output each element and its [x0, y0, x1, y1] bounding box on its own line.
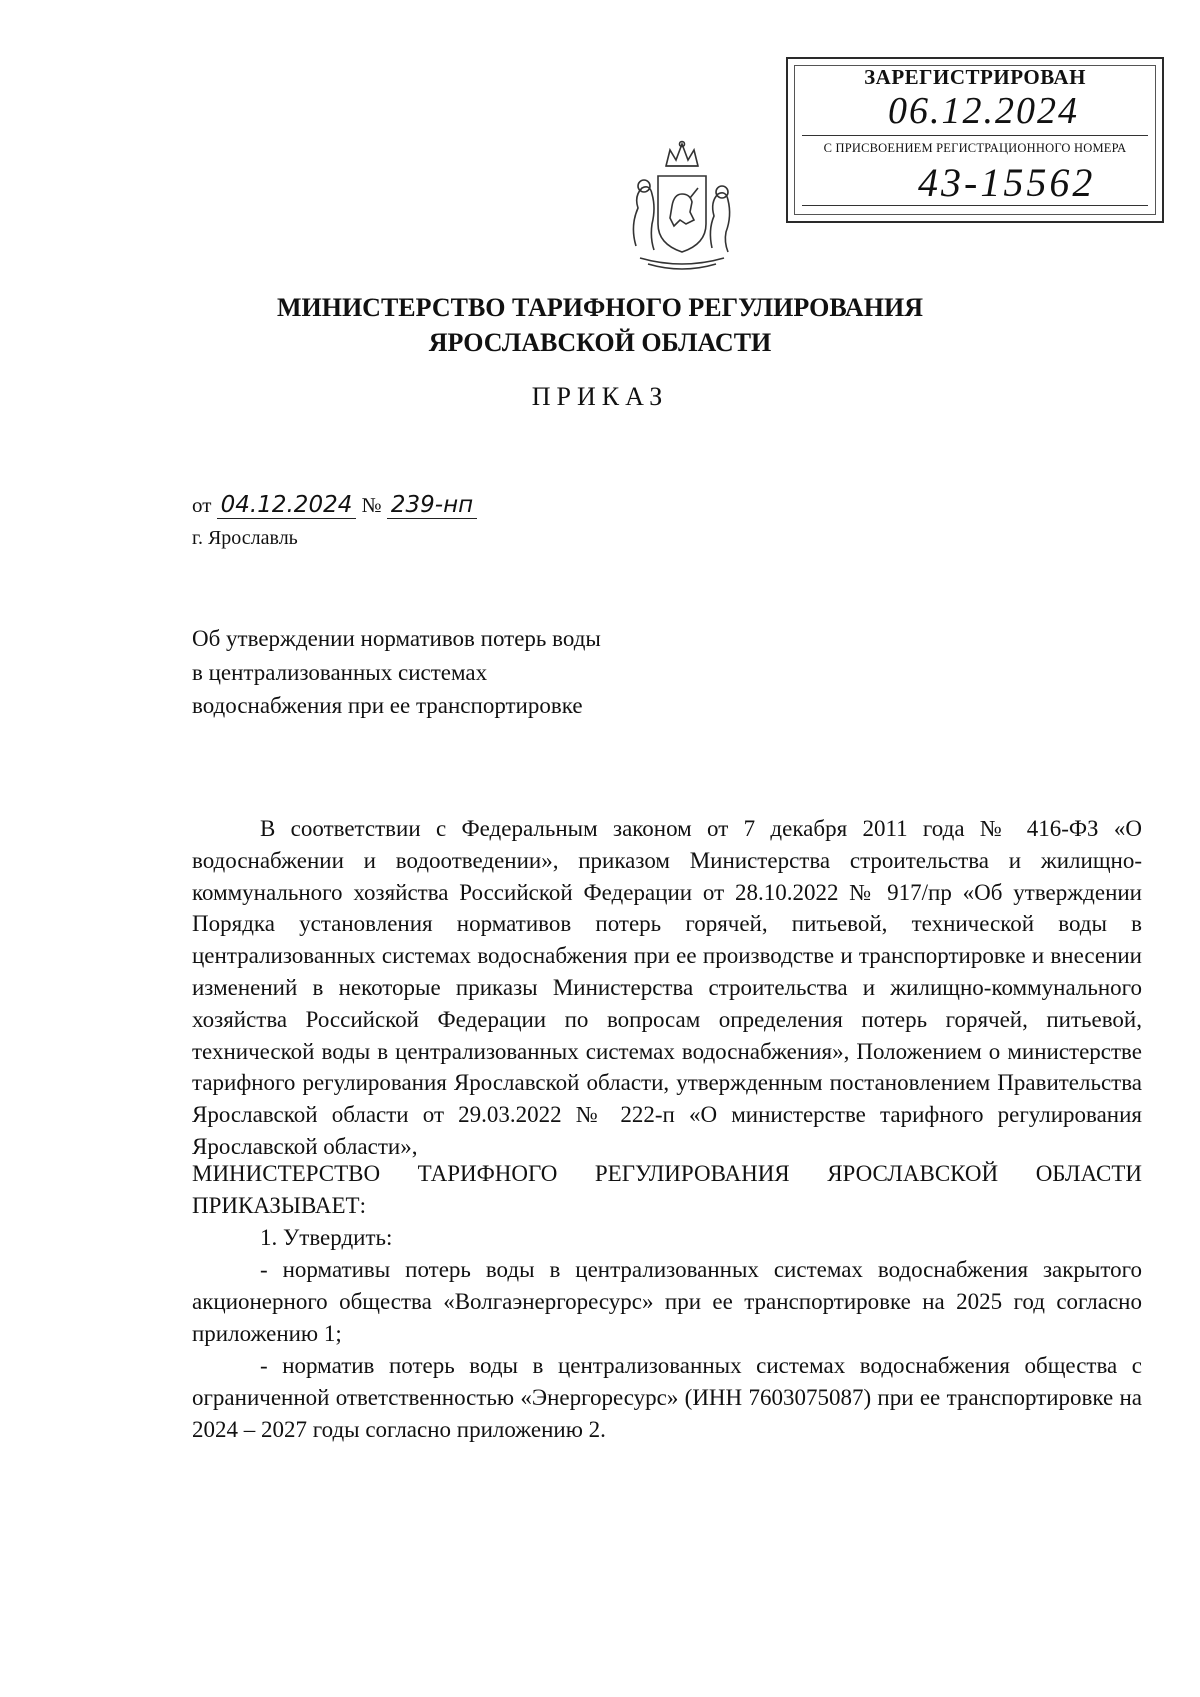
item-1-b — [192, 1350, 1142, 1445]
stamp-date: 06.12.2024 — [888, 90, 1079, 132]
order-subject: Об утверждении нормативов потерь воды в централизованных системах водоснабжения при ее транспортировке — [192, 626, 601, 718]
stamp-title: ЗАРЕГИСТРИРОВАН — [864, 65, 1086, 89]
stamp-subtitle: С ПРИСВОЕНИЕМ РЕГИСТРАЦИОННОГО НОМЕРА — [823, 141, 1127, 155]
item-1-a — [192, 1254, 1142, 1349]
item-1 — [192, 1222, 1142, 1254]
order-date-line — [192, 492, 477, 519]
item-1-a-text: - нормативы потерь воды в централизованных системах водоснабжения закрытого акционерного общества «Волгаэнергоресурс» при ее транспортировке на 2025 год согласно приложению 1; — [192, 1257, 1142, 1346]
order-date: 04.12.2024 — [217, 492, 357, 519]
registration-stamp — [786, 57, 1164, 223]
preamble-text: В соответствии с Федеральным законом от 7 декабря 2011 года № 416-ФЗ «О водоснабжении и водоотведении», приказом Министерства строительства и жилищно-коммунального хозяйства Российской Федерации от 28.10.2022 № 917/пр «Об утверждении Порядка установления нормативов потерь горячей, питьевой, технической воды в централизованных системах водоснабжения при ее производстве и транспортировке и внесении изменений в некоторые приказы Министерства строительства и жилищно-коммунального хозяйства Российской Федерации по вопросам определения потерь горячей, питьевой, технической воды в централизованных системах водоснабжения», Положением о министерстве тарифного регулирования Ярославской области, утвержденным постановлением Правительства Ярославской области от 29.03.2022 № 222-п «О министерстве тарифного регулирования Ярославской области», — [192, 816, 1142, 1159]
order-number: 239-нп — [387, 492, 477, 519]
ministry-title-line1: МИНИСТЕРСТВО ТАРИФНОГО РЕГУЛИРОВАНИЯ — [276, 293, 924, 322]
stamp-divider — [802, 135, 1148, 136]
ministry-title — [0, 290, 1200, 360]
coat-of-arms-emblem — [620, 136, 744, 276]
from-label: от — [192, 493, 212, 517]
preamble-paragraph — [192, 813, 1142, 1163]
item-1-text: 1. Утвердить: — [260, 1225, 393, 1250]
order-city: г. Ярославль — [192, 527, 298, 549]
stamp-registration-number: 43-15562 — [918, 160, 1096, 205]
ministry-title-line2: ЯРОСЛАВСКОЙ ОБЛАСТИ — [428, 328, 772, 357]
stamp-divider — [802, 205, 1148, 206]
document-type: ПРИКАЗ — [531, 382, 669, 411]
item-1-b-text: - норматив потерь воды в централизованных системах водоснабжения общества с ограниченной ответственностью «Энергоресурс» (ИНН 7603075087) при ее транспортировке на 2024 – 2027 годы согласно приложению 2. — [192, 1353, 1142, 1442]
number-label: № — [361, 493, 382, 517]
resolution-text: МИНИСТЕРСТВО ТАРИФНОГО РЕГУЛИРОВАНИЯ ЯРОСЛАВСКОЙ ОБЛАСТИ ПРИКАЗЫВАЕТ: — [192, 1161, 1142, 1218]
resolution-paragraph — [192, 1158, 1142, 1222]
